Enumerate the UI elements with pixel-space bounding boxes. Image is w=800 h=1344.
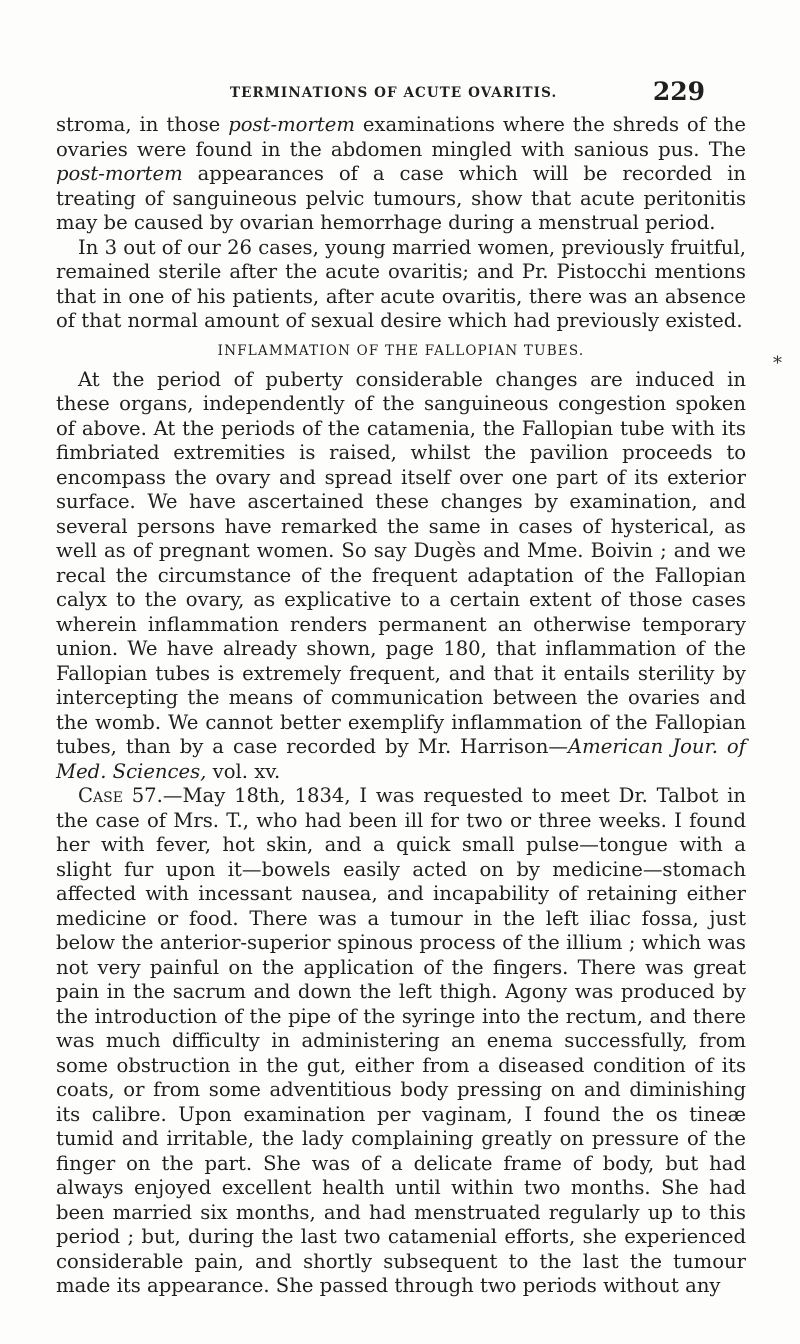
p1-italic-b: post-mortem [56,162,183,185]
paragraph-fallopian [56,368,746,785]
paragraph-continued [56,113,746,236]
p1-text-a: stroma, in those [56,113,229,136]
page-body [56,113,746,1299]
margin-mark: * [773,353,782,374]
section-heading: INFLAMMATION OF THE FALLOPIAN TUBES. [217,342,585,359]
p3-text-a: At the period of puberty considerable changes are induced in these organs, independently of the sanguineous congestion spoken of above. At the periods of the catamenia, the Fallopian tube with its fimbriated extremities is raised, whilst the pavilion proceeds to encompass the ovary and spread itself over one part of its exterior surface. We have ascertained these changes by examination, and several persons have remarked the same in cases of hysterical, as well as of pregnant women. So say Dugès and Mme. Boivin ; and we recal the circumstance of the frequent adaptation of the Fallopian calyx to the ovary, as explicative to a certain extent of those cases wherein inflammation renders permanent an otherwise temporary union. We have already shown, page 180, that inflammation of the Fallopian tubes is extremely frequent, and that it entails sterility by intercepting the means of communication between the ovaries and the womb. We cannot better exemplify inflammation of the Fallopian tubes, than by a case recorded by Mr. Harrison— [56,367,746,758]
p3-text-b: vol. xv. [206,759,281,783]
case-text: —May 18th, 1834, I was requested to meet Dr. Talbot in the case of Mrs. T., who had been ill for two or three weeks. I found her with fever, hot skin, and a quick small pulse—tongue with a slight fur upon it—bowels easily acted on by medicine—stomach affected with incessant nausea, and incapability of retaining either medicine or food. There was a tumour in the left iliac fossa, just below the anterior-superior spinous process of the illium ; which was not very painful on the application of the fingers. There was great pain in the sacrum and down the left thigh. Agony was produced by the introduction of the pipe of the syringe into the rectum, and there was much difficulty in administering an enema successfully, from some obstruction in the gut, either from a diseased condition of its coats, or from some adventitious body pressing on and diminishing its calibre. Upon examination per vaginam, I found the os tineæ tumid and irritable, the lady complaining greatly on pressure of the finger on the part. She was of a delicate frame of body, but had always enjoyed excellent health until within two months. She had been married six months, and had menstruated regularly up to this period ; but, during the last two catamenial efforts, she experienced considerable pain, and shortly subsequent to the last the tumour made its appearance. She passed through two periods without any [56,784,747,1297]
paragraph-sterility: In 3 out of our 26 cases, young married women, previously fruitful, remained sterile after the acute ovaritis; and Pr. Pistocchi mentions that in one of his patients, after acute ovaritis, there was an absence of that normal amount of sexual desire which had previously existed. [56,235,747,332]
page-header [114,77,705,107]
p1-italic-a: post-mortem [228,113,355,136]
p1-text-c: appearances of a case which will be recorded in treating of sanguineous pelvic tumours, show that acute peritonitis may be caused by ovarian hemorrhage during a menstrual period. [56,162,746,234]
p3-journal-citation: American Jour. of Med. Sciences, [56,735,746,783]
page-number: 229 [652,77,705,106]
paragraph-case-57 [56,784,746,1299]
case-label: Case 57. [78,784,163,807]
running-head: TERMINATIONS OF ACUTE OVARITIS. [230,85,558,101]
p1-text-b: examinations where the shreds of the ovaries were found in the abdomen mingled with sanious pus. The [56,113,746,161]
